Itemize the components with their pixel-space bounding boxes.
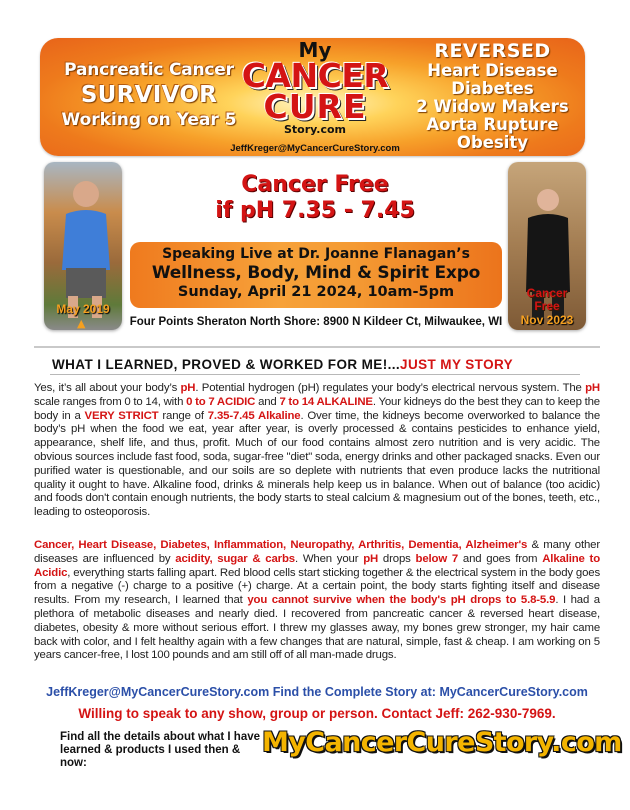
- text-run: Yes, it’s all about your body’s: [34, 382, 181, 394]
- text-run: and: [255, 395, 280, 408]
- survivor-line-2: SURVIVOR: [80, 82, 218, 108]
- reversed-item: 2 Widow Makers: [416, 97, 569, 116]
- contact-line: [34, 685, 600, 699]
- photo-caption-after-3: Nov 2023: [520, 313, 574, 327]
- text-run-highlight: you cannot survive when the body's pH drops to 5.8-5.9: [247, 594, 556, 607]
- headline: [150, 172, 480, 224]
- text-run-highlight: 7 to 14 ALKALINE: [279, 395, 373, 408]
- survivor-line-3: Working on Year 5: [61, 110, 237, 130]
- text-run-highlight: 7.35-7.45 Alkaline: [207, 409, 301, 422]
- contact-email-link[interactable]: JeffKreger@MyCancerCureStory.com: [46, 685, 270, 699]
- reversed-item: Diabetes: [451, 79, 534, 98]
- reversed-title: REVERSED: [434, 40, 551, 62]
- event-venue: Four Points Sheraton North Shore: 8900 N Kildeer Ct, Milwaukee, WI: [129, 316, 503, 328]
- site-logo: [240, 40, 390, 140]
- section-title-part2: JUST MY STORY: [400, 357, 514, 372]
- text-run-highlight: pH: [363, 552, 379, 565]
- text-run-highlight: pH: [585, 382, 600, 394]
- text-run-highlight: Alkaline to Acidic: [34, 552, 601, 579]
- logo-cancer: CANCER: [241, 56, 389, 95]
- photo-caption-after-1: Cancer: [526, 286, 568, 300]
- photo-caption-before: May 2019: [56, 302, 110, 316]
- text-run: . Potential hydrogen (pH) regulates your body’s electrical nervous system. The: [195, 382, 586, 394]
- footer-note: Find all the details about what I have learned & products I used then & now:: [60, 731, 261, 769]
- text-run-highlight: Cancer, Heart Disease, Diabetes, Inflammation, Neuropathy, Arthritis, Dementia, Alzheimer's: [34, 539, 528, 551]
- logo-story: Story.com: [283, 123, 347, 136]
- text-run-highlight: 0 to 7 ACIDIC: [186, 395, 256, 408]
- reversed-item: Obesity: [456, 133, 529, 152]
- survivor-block: [54, 60, 244, 130]
- text-run: range of: [158, 409, 208, 422]
- logo-my: My: [298, 38, 332, 62]
- event-box: [130, 242, 502, 308]
- find-story-text: Find the Complete Story at:: [272, 685, 436, 699]
- photo-before: [44, 162, 122, 330]
- survivor-line-1: Pancreatic Cancer: [64, 60, 234, 80]
- text-run: drops: [378, 552, 416, 565]
- text-run-highlight: VERY STRICT: [84, 409, 159, 422]
- section-title-part1: WHAT I LEARNED, PROVED & WORKED FOR ME!...: [52, 357, 401, 372]
- text-run: and goes from: [458, 552, 543, 565]
- text-run: . I had a plethora of metabolic diseases and nearly died. I recovered from pancreatic cancer & reversed heart disease, diabetes, obesity & more without serious effort. I threw my glasses away, my bones grew stronger, my hair came back with color, and I felt healthy again with a few changes that are natural, simple, fast & cheap. I am working on 5 years cancer-free, I lost 100 pounds and am still off of all man-made drugs.: [34, 594, 600, 662]
- text-run-highlight: below 7: [415, 552, 459, 565]
- site-link[interactable]: MyCancerCureStory.com: [439, 685, 588, 699]
- event-line-3: Sunday, April 21 2024, 10am-5pm: [177, 284, 455, 300]
- logo-cure: CURE: [263, 87, 367, 126]
- photo-caption-after-2: Free: [534, 299, 560, 313]
- paragraph-ph: [34, 382, 600, 520]
- text-run: . When your: [294, 552, 364, 565]
- text-run: , everything starts falling apart. Red blood cells start sticking together & the electrical system in the body goes from a negative (-) charge to a positive (+) charge. At a certain point, the body starts fighting itself and disease results. From my research, I learned that: [34, 566, 600, 607]
- event-line-2: Wellness, Body, Mind & Spirit Expo: [151, 263, 481, 283]
- event-line-1: Speaking Live at Dr. Joanne Flanagan’s: [162, 246, 470, 262]
- text-run: scale ranges from 0 to 14, with: [34, 395, 187, 408]
- speaking-contact: Willing to speak to any show, group or person. Contact Jeff: 262-930-7969.: [78, 706, 556, 721]
- photo-after: [508, 162, 586, 330]
- header-email-link[interactable]: JeffKreger@MyCancerCureStory.com: [230, 143, 400, 154]
- reversed-item: Aorta Rupture: [426, 115, 559, 134]
- text-run-highlight: pH: [180, 382, 196, 394]
- headline-line-1: Cancer Free: [241, 172, 389, 197]
- reversed-item: Heart Disease: [427, 61, 558, 80]
- text-run-highlight: acidity, sugar & carbs: [175, 552, 295, 565]
- text-run: . Your kidneys do the best they can to keep the body in a: [34, 395, 600, 422]
- text-run: . Over time, the kidneys become overworked to balance the body’s pH when the food we eat, year after year, is overly processed & contains pesticides to enhance yield, appearance, shelf life, and thus, profit. Much of our food contains almost zero nutrition and is very acidic. The obvious sources include fast food, soda, sugar-free "diet" soda, energy drinks and other packaged snacks. Even our purified water is questionable, and our soils are so deplete with nutrients that even produce lacks the nutritional quality it ought to have. Alkaline food, drinks & minerals help keep us in balance. When out of balance (too acidic) and foods don't contain enough nutrients, the body starts to steal calcium & magnesium out of the bones, teeth, etc., leading to osteoporosis.: [34, 409, 601, 519]
- text-run: & many other diseases are influenced by: [34, 539, 600, 565]
- section-underline: [50, 374, 580, 375]
- footer-site-logo-link[interactable]: MyCancerCureStory.com: [262, 727, 622, 758]
- arrow-up-icon: ▲: [77, 317, 86, 330]
- headline-line-2: if pH 7.35 - 7.45: [215, 198, 415, 223]
- reversed-block: [400, 40, 585, 152]
- section-title: [52, 357, 582, 372]
- paragraph-diseases: [34, 539, 600, 663]
- divider: [34, 346, 600, 348]
